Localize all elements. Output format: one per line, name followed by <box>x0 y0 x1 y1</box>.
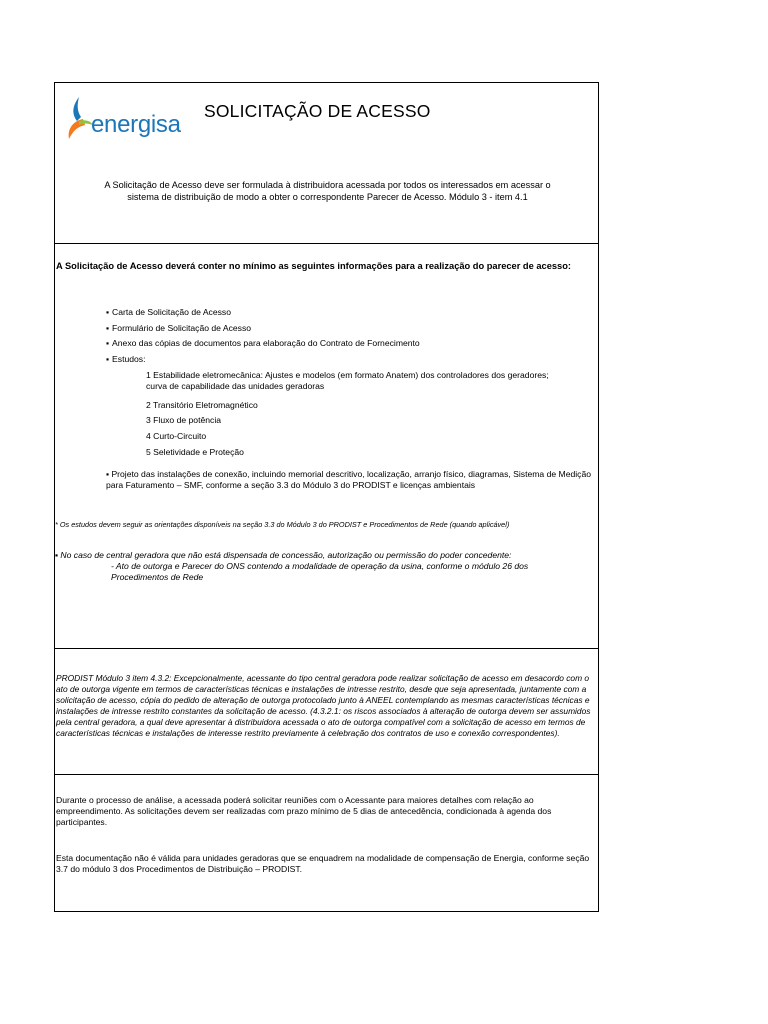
bullet-icon: ▪ <box>106 322 110 333</box>
study-item: 3 Fluxo de potência <box>146 415 222 426</box>
studies-note: * Os estudos devem seguir as orientações disponíveis na seção 3.3 do Módulo 3 do PRODIST e Procedimentos de Rede (quando aplicável) <box>55 520 510 529</box>
prodist-note: PRODIST Módulo 3 item 4.3.2: Excepcionalmente, acessante do tipo central geradora pode realizar solicitação de acesso em desacordo com o ato de outorga vigente em termos de características técnicas e instalações de intresse restrito, desde que seja apresentada, juntamente com a solicitação de acesso, cópia do pedido de alteração de outorga protocolado junto à ANEEL contemplando as mesmas características técnicas e instalações de intresse restrito constantes da solicitação de acesso. (4.3.2.1: os riscos associados à alteração de outorga devem ser assumidos pela central geradora, a qual deve apresentar à distribuidora acessada o ato de outorga compatível com a solicitação de acesso em termos de características técnicas e instalações de interesse restrito previamente à celebração dos contratos de uso e conexão correspondentes). <box>56 673 591 738</box>
list-item: ▪ Carta de Solicitação de Acesso <box>106 307 231 317</box>
intro-text: A Solicitação de Acesso deve ser formulada à distribuidora acessada por todos os interessados em acessar o sistema de distribuição de modo a obter o correspondente Parecer de Acesso. Módulo 3 - item 4.1 <box>104 180 551 203</box>
bullet-icon: ▪ <box>106 307 110 317</box>
document-frame <box>54 82 599 912</box>
bullet-icon: ▪ <box>106 338 110 349</box>
energisa-logo <box>65 95 195 145</box>
study-item: 1 Estabilidade eletromecânica: Ajustes e modelos (em formato Anatem) dos controladores dos geradores; curva de capabilidade das unidades geradoras <box>146 369 549 391</box>
project-item: ▪ Projeto das instalações de conexão, incluindo memorial descritivo, localização, arranjo físico, diagramas, Sistema de Medição para Faturamento – SMF, conforme a seção 3.3 do Módulo 3 do PRODIST e licenças ambientais <box>106 469 592 490</box>
central-note-sub: - Ato de outorga e Parecer do ONS contendo a modalidade de operação da usina, conforme o módulo 26 dos Procedimentos de Rede <box>111 561 529 582</box>
studies-list <box>146 370 566 458</box>
section-divider <box>55 774 598 775</box>
section-divider <box>55 243 598 244</box>
central-note: ▪ No caso de central geradora que não está dispensada de concessão, autorização ou permissão do poder concedente: - Ato de outorga e Parecer do ONS contendo a modalidade de operação da usina, conforme o módulo 26 dos Procedimentos de Rede <box>55 550 585 583</box>
list-item: ▪ Anexo das cópias de documentos para elaboração do Contrato de Fornecimento <box>106 338 420 349</box>
page-title: SOLICITAÇÃO DE ACESSO <box>204 101 431 121</box>
list-item: ▪ Estudos: 1 Estabilidade eletromecânica: Ajustes e modelos (em formato Anatem) dos controladores dos geradores; curva de capabilidade das unidades geradoras 2 Transitório Eletromagnético 3 Fluxo de potência 4 Curto-Circuito 5 Seletividade e Proteção <box>106 354 606 458</box>
logo-text: energisa <box>91 111 181 138</box>
bullet-icon: ▪ <box>106 354 110 365</box>
study-item: 5 Seletividade e Proteção <box>146 446 244 457</box>
list-item: ▪ Formulário de Solicitação de Acesso <box>106 322 252 333</box>
analysis-text: Durante o processo de análise, a acessada poderá solicitar reuniões com o Acessante para maiores detalhes com relação ao empreendimento. As solicitações devem ser realizadas com prazo mínimo de 5 dias de antecedência, condicionada à agenda dos participantes. <box>56 795 552 827</box>
requirements-heading: A Solicitação de Acesso deverá conter no mínimo as seguintes informações para a realização do parecer de acesso: <box>56 261 571 271</box>
bullet-icon: ▪ <box>106 469 110 479</box>
requirements-list <box>106 307 606 463</box>
section-divider <box>55 648 598 649</box>
study-item: 2 Transitório Eletromagnético <box>146 399 258 410</box>
validity-text: Esta documentação não é válida para unidades geradoras que se enquadrem na modalidade de compensação de Energia, conforme seção 3.7 do módulo 3 dos Procedimentos de Distribuição – PRODIST. <box>56 853 590 874</box>
study-item: 4 Curto-Circuito <box>146 431 207 442</box>
